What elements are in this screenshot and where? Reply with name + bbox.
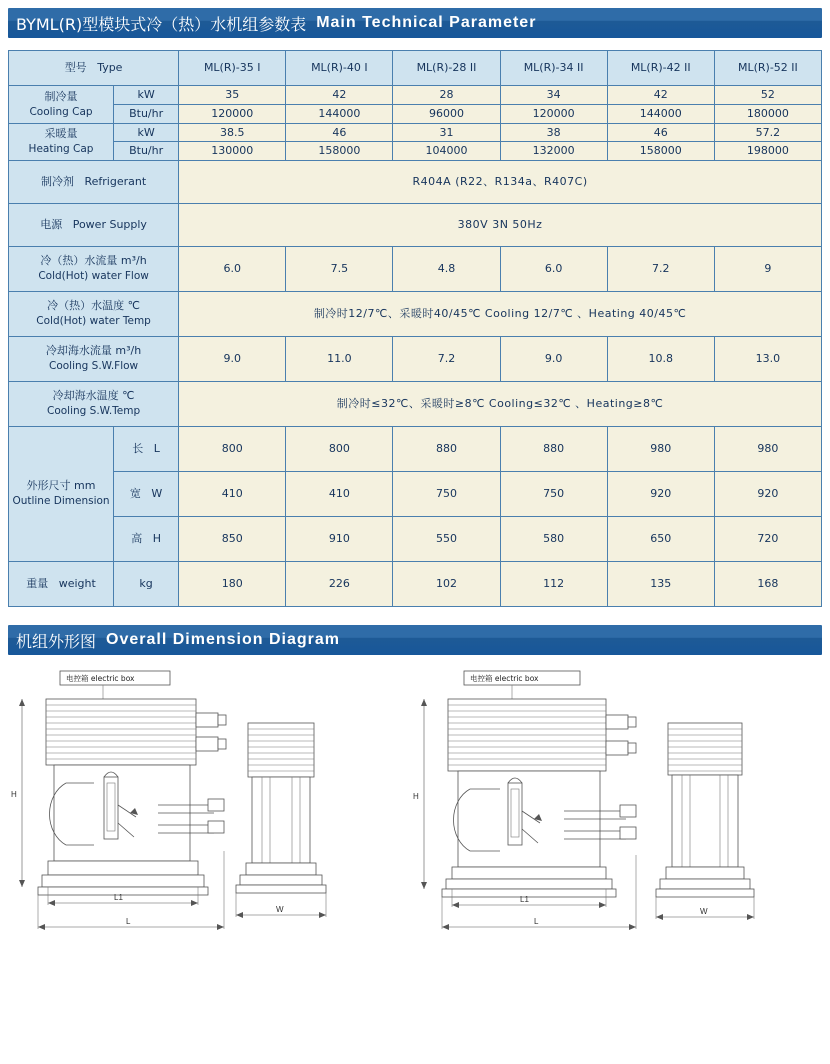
header-type-cell: [9, 51, 179, 86]
sw-flow-en: Cooling S.W.Flow: [48, 360, 139, 373]
cell-heating-kw-1: 46: [286, 123, 393, 142]
cell-cooling-kw-5: 52: [714, 86, 821, 105]
row-label-water-flow: [9, 247, 179, 292]
overall-dimension-diagram: [8, 665, 822, 943]
cell-outline-l-4: 980: [607, 427, 714, 472]
cell-cooling-btu-5: 180000: [714, 104, 821, 123]
unit-1-side-view: [236, 723, 326, 918]
cell-heating-kw-5: 57.2: [714, 123, 821, 142]
table-row: [9, 142, 822, 161]
dim-w-2: W: [700, 907, 708, 916]
cell-heating-kw-4: 46: [607, 123, 714, 142]
unit-outline-w: [114, 472, 179, 517]
cell-sw-flow-4: 10.8: [607, 337, 714, 382]
cell-heating-kw-0: 38.5: [179, 123, 286, 142]
outline-unit: mm: [74, 479, 96, 493]
dim-l1-2: L1: [520, 895, 529, 904]
unit-2-side-view: [656, 723, 754, 920]
table-row: [9, 427, 822, 472]
cell-sw-flow-3: 9.0: [500, 337, 607, 382]
cell-cooling-btu-2: 96000: [393, 104, 500, 123]
diagram-svg: [8, 665, 822, 943]
spec-section-header-wrap: [0, 0, 830, 38]
table-row: [9, 123, 822, 142]
cell-outline-l-3: 880: [500, 427, 607, 472]
cell-water-flow-5: 9: [714, 247, 821, 292]
outline-en: Outline Dimension: [12, 495, 110, 508]
weight-en: weight: [58, 577, 96, 591]
cell-outline-h-2: 550: [393, 517, 500, 562]
row-label-power: [9, 204, 179, 247]
table-row: [9, 104, 822, 123]
header-model-0: ML(R)-35 I: [179, 51, 286, 86]
row-label-outline: [9, 427, 114, 562]
cell-outline-w-4: 920: [607, 472, 714, 517]
row-label-refrigerant: [9, 161, 179, 204]
unit-outline-l: [114, 427, 179, 472]
table-header-row: [9, 51, 822, 86]
cell-cooling-kw-2: 28: [393, 86, 500, 105]
cell-water-flow-4: 7.2: [607, 247, 714, 292]
cell-cooling-kw-3: 34: [500, 86, 607, 105]
cell-outline-w-1: 410: [286, 472, 393, 517]
header-type-cn: 型号: [64, 61, 87, 75]
row-label-heating-cap: [9, 123, 114, 161]
cell-heating-btu-1: 158000: [286, 142, 393, 161]
header-model-2: ML(R)-28 II: [393, 51, 500, 86]
cell-outline-w-5: 920: [714, 472, 821, 517]
spec-title-en: Main Technical Parameter: [316, 14, 537, 31]
cell-cooling-kw-4: 42: [607, 86, 714, 105]
header-model-3: ML(R)-34 II: [500, 51, 607, 86]
outline-w-cn: 宽: [129, 487, 141, 501]
cell-cooling-kw-0: 35: [179, 86, 286, 105]
cell-refrigerant-value: R404A (R22、R134a、R407C): [179, 161, 822, 204]
cell-weight-2: 102: [393, 562, 500, 607]
outline-l-cn: 长: [132, 442, 144, 456]
water-flow-en: Cold(Hot) water Flow: [38, 270, 149, 283]
unit-weight: kg: [114, 562, 179, 607]
table-row: [9, 204, 822, 247]
outline-w-en: W: [151, 487, 163, 501]
cell-outline-w-0: 410: [179, 472, 286, 517]
sw-temp-unit: ℃: [122, 389, 135, 403]
cell-cooling-btu-3: 120000: [500, 104, 607, 123]
cell-outline-w-3: 750: [500, 472, 607, 517]
cell-outline-l-5: 980: [714, 427, 821, 472]
power-cn: 电源: [40, 218, 63, 232]
table-row: [9, 562, 822, 607]
cell-cooling-btu-1: 144000: [286, 104, 393, 123]
cell-outline-h-4: 650: [607, 517, 714, 562]
row-label-weight: [9, 562, 114, 607]
table-row: [9, 517, 822, 562]
cooling-cap-en: Cooling Cap: [29, 105, 93, 118]
heating-cap-en: Heating Cap: [28, 143, 94, 156]
spec-section-header: [8, 8, 822, 38]
cell-sw-flow-1: 11.0: [286, 337, 393, 382]
outline-h-cn: 高: [131, 532, 143, 546]
water-temp-en: Cold(Hot) water Temp: [36, 315, 151, 328]
spec-title-cn: BYML(R)型模块式冷（热）水机组参数表: [16, 14, 307, 34]
water-temp-cn: [10, 299, 177, 314]
cell-weight-3: 112: [500, 562, 607, 607]
outline-h-en: H: [152, 532, 161, 546]
unit-heating-kw: kW: [114, 123, 179, 142]
cell-heating-btu-2: 104000: [393, 142, 500, 161]
cell-cooling-btu-0: 120000: [179, 104, 286, 123]
cell-water-flow-3: 6.0: [500, 247, 607, 292]
cell-outline-h-5: 720: [714, 517, 821, 562]
cell-cooling-btu-4: 144000: [607, 104, 714, 123]
unit-heating-btu: Btu/hr: [114, 142, 179, 161]
water-temp-unit: ℃: [127, 299, 140, 313]
row-label-cooling-cap: [9, 86, 114, 124]
diagram-title-en: Overall Dimension Diagram: [106, 631, 340, 648]
cell-heating-btu-0: 130000: [179, 142, 286, 161]
water-flow-cn: [10, 254, 177, 269]
outline-cn: [10, 479, 112, 494]
dim-w-1: W: [276, 905, 284, 914]
unit-outline-h: [114, 517, 179, 562]
outline-cn-text: 外形尺寸: [26, 479, 71, 493]
table-row: [9, 86, 822, 105]
dim-height-2: H: [413, 792, 419, 801]
cell-sw-flow-0: 9.0: [179, 337, 286, 382]
table-row: [9, 472, 822, 517]
cell-outline-h-3: 580: [500, 517, 607, 562]
table-row: [9, 292, 822, 337]
unit-cooling-kw: kW: [114, 86, 179, 105]
cell-power-value: 380V 3N 50Hz: [179, 204, 822, 247]
cell-outline-h-1: 910: [286, 517, 393, 562]
electric-box-label-2: 电控箱 electric box: [470, 674, 539, 683]
sw-flow-cn-text: 冷却海水流量: [45, 344, 112, 358]
unit-1-front-view: [11, 671, 226, 930]
unit-cooling-btu: Btu/hr: [114, 104, 179, 123]
cell-outline-h-0: 850: [179, 517, 286, 562]
cell-water-flow-2: 4.8: [393, 247, 500, 292]
sw-flow-unit: m³/h: [115, 344, 142, 358]
heating-cap-cn: 采暖量: [44, 127, 78, 141]
power-en: Power Supply: [72, 218, 147, 232]
header-type-en: Type: [97, 61, 123, 75]
cell-outline-l-0: 800: [179, 427, 286, 472]
weight-cn: 重量: [26, 577, 49, 591]
row-label-water-temp: [9, 292, 179, 337]
header-model-1: ML(R)-40 I: [286, 51, 393, 86]
table-row: [9, 247, 822, 292]
spec-table: [8, 50, 822, 607]
cell-water-flow-1: 7.5: [286, 247, 393, 292]
cell-sw-flow-5: 13.0: [714, 337, 821, 382]
cell-heating-kw-2: 31: [393, 123, 500, 142]
cell-sw-flow-2: 7.2: [393, 337, 500, 382]
sw-temp-cn-text: 冷却海水温度: [52, 389, 119, 403]
diagram-title-cn: 机组外形图: [16, 631, 97, 651]
cell-sw-temp-value: 制冷时≤32℃、采暖时≥8℃ Cooling≤32℃ 、Heating≥8℃: [179, 382, 822, 427]
header-model-4: ML(R)-42 II: [607, 51, 714, 86]
cell-outline-l-2: 880: [393, 427, 500, 472]
outline-l-en: L: [153, 442, 160, 456]
water-temp-cn-text: 冷（热）水温度: [47, 299, 125, 313]
cell-weight-4: 135: [607, 562, 714, 607]
water-flow-unit: m³/h: [120, 254, 147, 268]
cell-outline-l-1: 800: [286, 427, 393, 472]
sw-temp-en: Cooling S.W.Temp: [46, 405, 141, 418]
dim-l1-1: L1: [114, 893, 123, 902]
cell-weight-5: 168: [714, 562, 821, 607]
table-row: [9, 337, 822, 382]
dim-l-2: L: [534, 917, 539, 926]
diagram-section-header-wrap: [0, 607, 830, 655]
cell-cooling-kw-1: 42: [286, 86, 393, 105]
refrigerant-cn: 制冷剂: [40, 175, 74, 189]
cell-heating-kw-3: 38: [500, 123, 607, 142]
cell-heating-btu-5: 198000: [714, 142, 821, 161]
cell-heating-btu-4: 158000: [607, 142, 714, 161]
unit-2-front-view: [413, 671, 636, 930]
cell-weight-1: 226: [286, 562, 393, 607]
sw-flow-cn: [10, 344, 177, 359]
diagram-section-header: [8, 625, 822, 655]
electric-box-label-1: 电控箱 electric box: [66, 674, 135, 683]
table-row: [9, 382, 822, 427]
dim-l-1: L: [126, 917, 131, 926]
cell-heating-btu-3: 132000: [500, 142, 607, 161]
refrigerant-en: Refrigerant: [84, 175, 147, 189]
dim-height-1: H: [11, 790, 17, 799]
row-label-sw-flow: [9, 337, 179, 382]
cell-outline-w-2: 750: [393, 472, 500, 517]
table-row: [9, 161, 822, 204]
sw-temp-cn: [10, 389, 177, 404]
cell-water-temp-value: 制冷时12/7℃、采暖时40/45℃ Cooling 12/7℃ 、Heating 40/45℃: [179, 292, 822, 337]
header-model-5: ML(R)-52 II: [714, 51, 821, 86]
cell-weight-0: 180: [179, 562, 286, 607]
cell-water-flow-0: 6.0: [179, 247, 286, 292]
row-label-sw-temp: [9, 382, 179, 427]
cooling-cap-cn: 制冷量: [44, 89, 78, 103]
water-flow-cn-text: 冷（热）水流量: [40, 254, 118, 268]
